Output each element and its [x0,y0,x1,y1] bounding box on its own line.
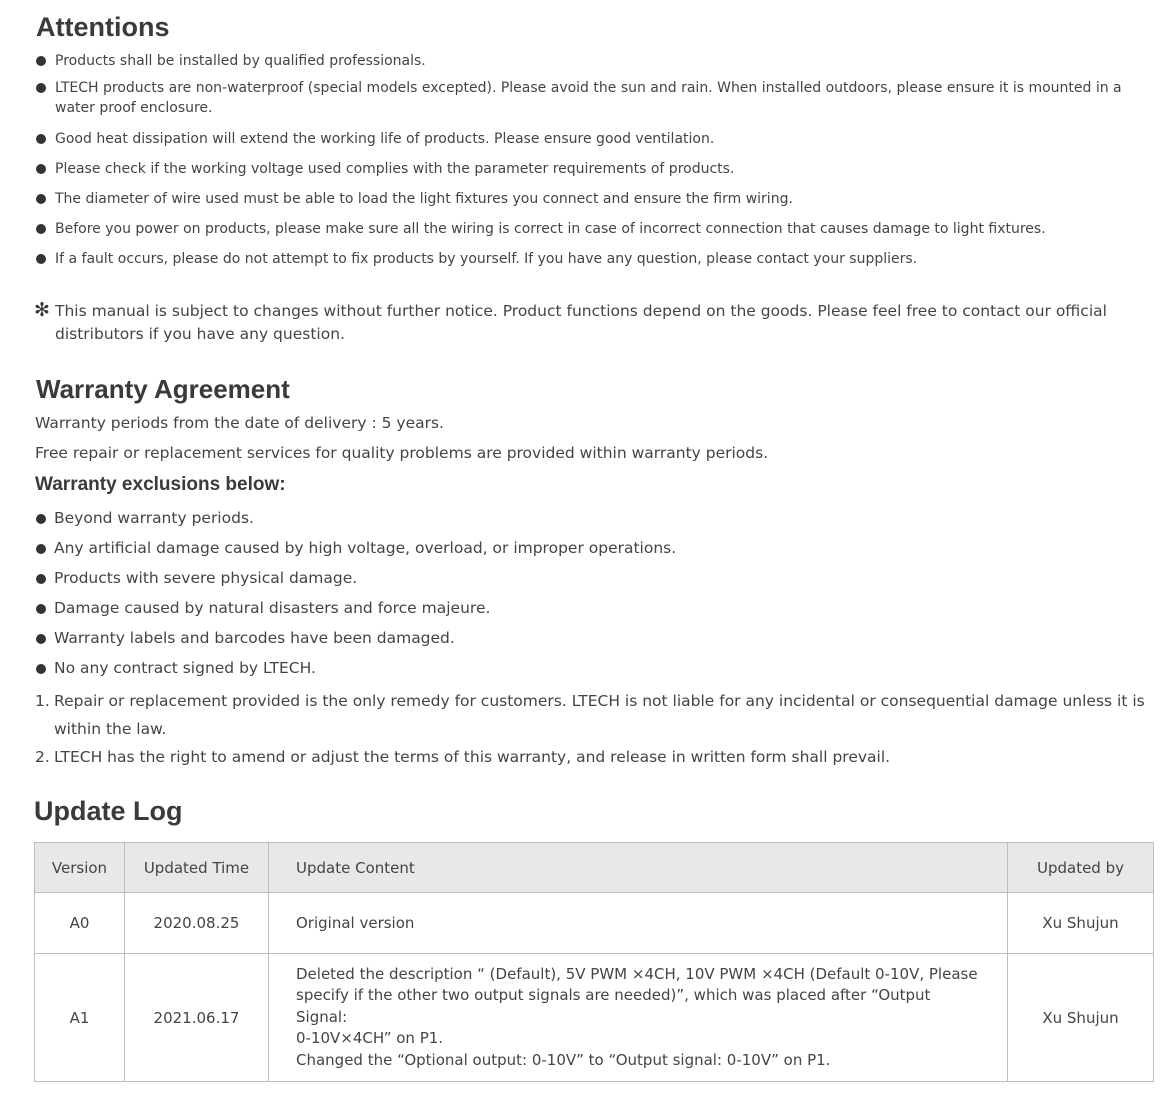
bullet-icon [36,83,46,93]
exclusions-list [35,505,676,685]
column-header: Updated Time [125,843,269,893]
list-item: Before you power on products, please make sure all the wiring is correct in case of incorrect connection that causes damage to light fixtures. [36,219,1146,239]
bullet-icon [36,254,46,264]
warranty-period: Warranty periods from the date of delivery : 5 years. [35,414,444,432]
attentions-heading: Attentions [36,12,170,42]
content-cell: Original version [269,893,1008,954]
time-cell: 2020.08.25 [125,893,269,954]
list-item: Products shall be installed by qualified professionals. [36,51,1146,71]
attentions-list [36,51,1146,269]
author-cell: Xu Shujun [1008,954,1154,1082]
column-header: Version [35,843,125,893]
bullet-icon [36,544,46,554]
list-item: Beyond warranty periods. [35,505,676,535]
warranty-service: Free repair or replacement services for quality problems are provided within warranty periods. [35,444,769,462]
bullet-icon [36,134,46,144]
content-cell: Deleted the description “ (Default), 5V PWM ×4CH, 10V PWM ×4CH (Default 0-10V, Please specify if the other two output signals are needed)”, which was placed after “Output Signal: 0-10V×4CH” on P1. Changed the “Optional output: 0-10V” to “Output signal: 0-10V” on P1. [269,954,1008,1082]
manual-notice: ✻ This manual is subject to changes without further notice. Product functions depend on the goods. Please feel free to contact our official distributors if you have any question. [34,299,1107,343]
list-item: Good heat dissipation will extend the working life of products. Please ensure good ventilation. [36,129,1146,149]
column-header: Updated by [1008,843,1154,893]
bullet-icon [36,56,46,66]
list-item: The diameter of wire used must be able to load the light fixtures you connect and ensure the firm wiring. [36,189,1146,209]
table-header-row [35,843,1154,893]
list-item: 1. Repair or replacement provided is the only remedy for customers. LTECH is not liable for any incidental or consequential damage unless it is within the law. [35,692,1145,738]
table-row [35,954,1154,1082]
bullet-icon [36,224,46,234]
list-item: Any artificial damage caused by high voltage, overload, or improper operations. [35,535,676,565]
version-cell: A1 [35,954,125,1082]
list-item: Damage caused by natural disasters and force majeure. [35,595,676,625]
list-item: 2. LTECH has the right to amend or adjust the terms of this warranty, and release in written form shall prevail. [35,748,891,766]
bullet-icon [36,514,46,524]
list-item: Warranty labels and barcodes have been damaged. [35,625,676,655]
list-item: If a fault occurs, please do not attempt to fix products by yourself. If you have any question, please contact your suppliers. [36,249,1146,269]
list-item: Products with severe physical damage. [35,565,676,595]
author-cell: Xu Shujun [1008,893,1154,954]
bullet-icon [36,634,46,644]
update-log-table [34,842,1154,1082]
update-log-heading: Update Log [34,796,183,826]
bullet-icon [36,604,46,614]
column-header: Update Content [269,843,1008,893]
exclusions-heading: Warranty exclusions below: [35,474,286,495]
bullet-icon [36,194,46,204]
table-row [35,893,1154,954]
bullet-icon [36,164,46,174]
bullet-icon [36,574,46,584]
warranty-terms [35,687,1153,771]
list-item: No any contract signed by LTECH. [35,655,676,685]
asterisk-icon: ✻ [34,299,50,321]
time-cell: 2021.06.17 [125,954,269,1082]
bullet-icon [36,664,46,674]
list-item: LTECH products are non-waterproof (special models excepted). Please avoid the sun and rain. When installed outdoors, please ensure it is mounted in a water proof enclosure. [36,78,1146,118]
version-cell: A0 [35,893,125,954]
warranty-heading: Warranty Agreement [36,374,290,404]
list-item: Please check if the working voltage used complies with the parameter requirements of products. [36,159,1146,179]
